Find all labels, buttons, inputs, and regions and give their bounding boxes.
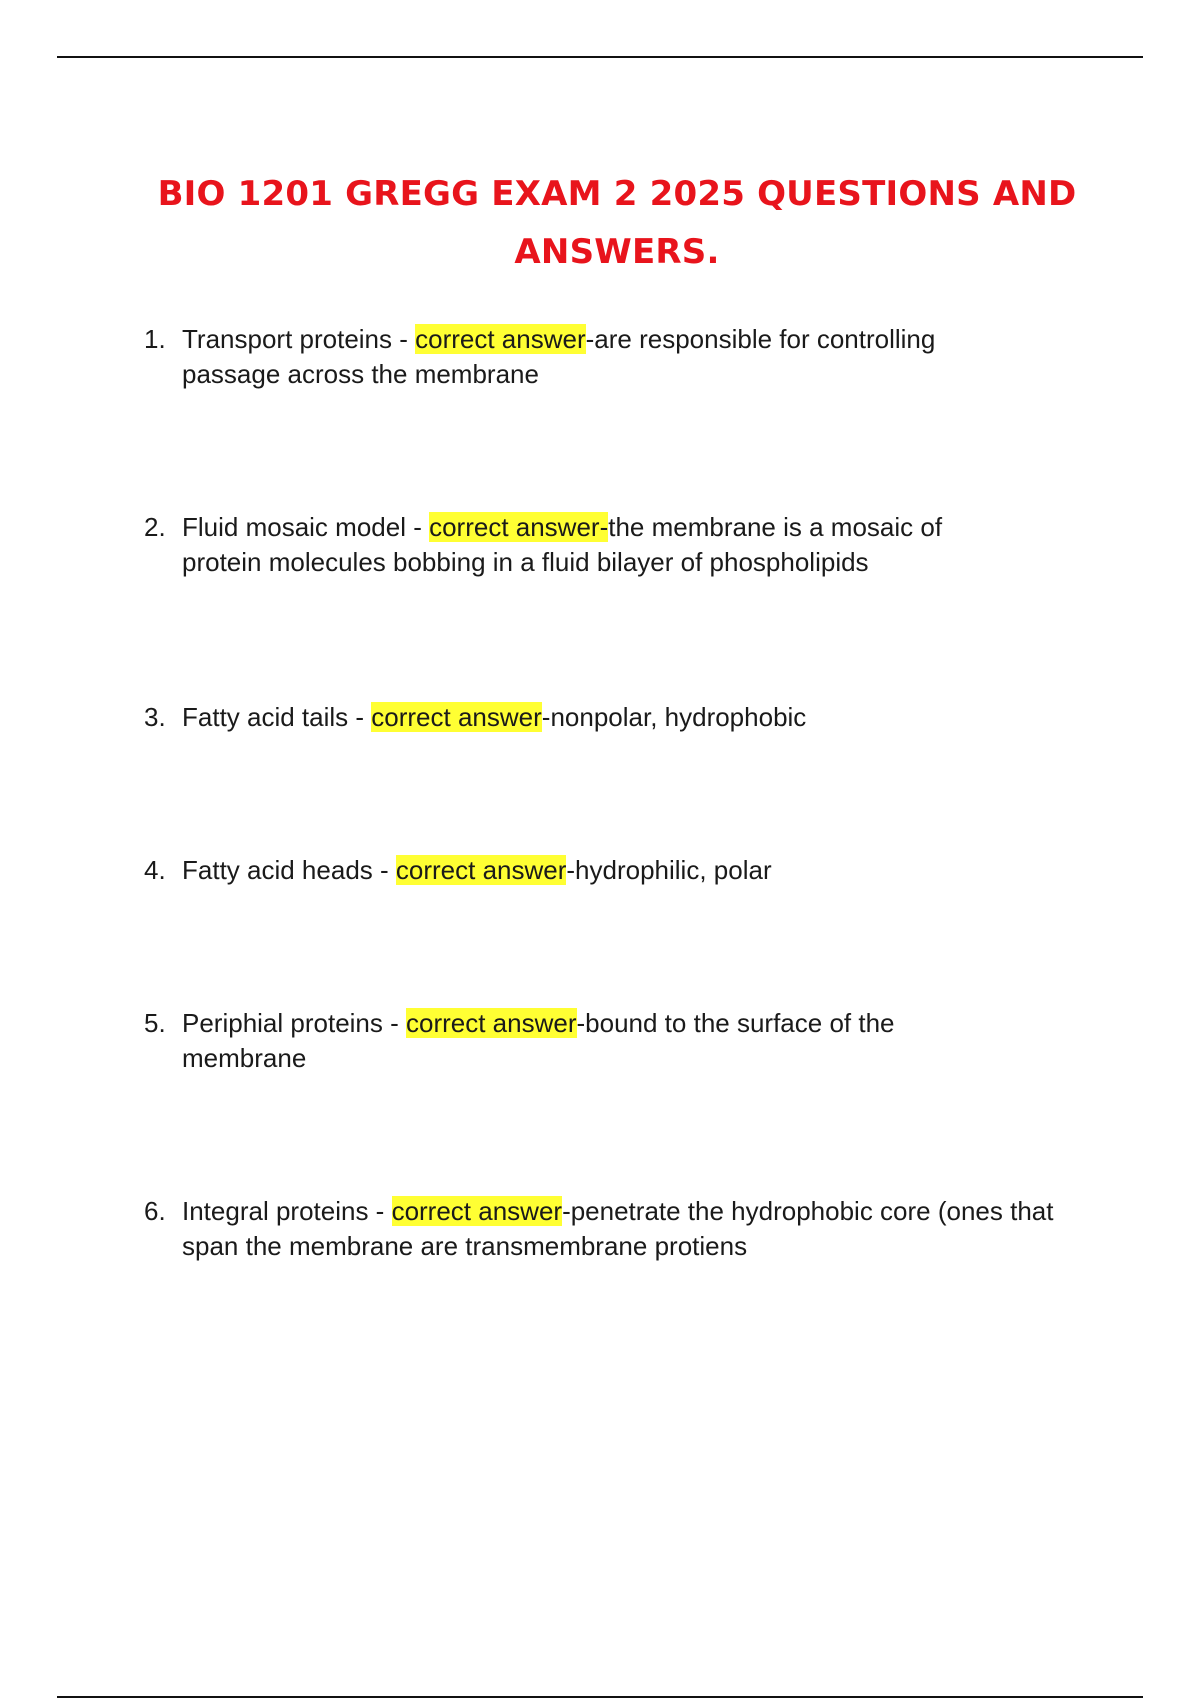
correct-answer-highlight: correct answer xyxy=(395,855,567,885)
item-number: 6. xyxy=(144,1196,166,1226)
correct-answer-highlight: correct answer xyxy=(415,324,586,354)
item-definition: -bound to the surface of the membrane xyxy=(182,1008,895,1073)
qa-item-2 xyxy=(144,510,1024,580)
item-number: 1. xyxy=(144,324,166,354)
correct-answer-highlight: correct answer xyxy=(371,702,542,732)
item-definition: the membrane is a mosaic of protein molecules bobbing in a fluid bilayer of phospholipids xyxy=(182,512,943,577)
item-number: 2. xyxy=(144,512,166,542)
item-term: Fatty acid heads - xyxy=(182,855,396,885)
item-term: Integral proteins - xyxy=(182,1196,392,1226)
item-definition: -nonpolar, hydrophobic xyxy=(541,702,807,732)
item-definition: -are responsible for controlling passage across the membrane xyxy=(182,324,936,389)
correct-answer-highlight: correct answer xyxy=(391,1196,563,1226)
item-text xyxy=(182,1194,1094,1264)
item-number: 3. xyxy=(144,702,166,732)
item-term: Fluid mosaic model - xyxy=(182,512,430,542)
correct-answer-highlight: correct answer xyxy=(406,1008,577,1038)
item-text xyxy=(182,510,1024,580)
item-number: 5. xyxy=(144,1008,166,1038)
item-term: Periphial proteins - xyxy=(182,1008,406,1038)
item-term: Fatty acid tails - xyxy=(182,702,372,732)
correct-answer-highlight: correct answer- xyxy=(429,512,609,542)
item-text xyxy=(182,322,1024,392)
item-term: Transport proteins - xyxy=(182,324,416,354)
item-text xyxy=(182,700,1084,735)
item-definition: -penetrate the hydrophobic core (ones that span the membrane are transmembrane protiens xyxy=(182,1196,1054,1261)
qa-item-5 xyxy=(144,1006,974,1076)
item-definition: -hydrophilic, polar xyxy=(566,855,772,885)
qa-item-1 xyxy=(144,322,1024,392)
item-number: 4. xyxy=(144,855,166,885)
bottom-rule xyxy=(57,1696,1143,1698)
qa-item-6 xyxy=(144,1194,1094,1264)
item-text xyxy=(182,853,1084,888)
document-title: BIO 1201 GREGG EXAM 2 2025 QUESTIONS AND ANSWERS. xyxy=(157,173,1077,272)
qa-item-4 xyxy=(144,853,1084,888)
qa-item-3 xyxy=(144,700,1084,735)
item-text xyxy=(182,1006,974,1076)
